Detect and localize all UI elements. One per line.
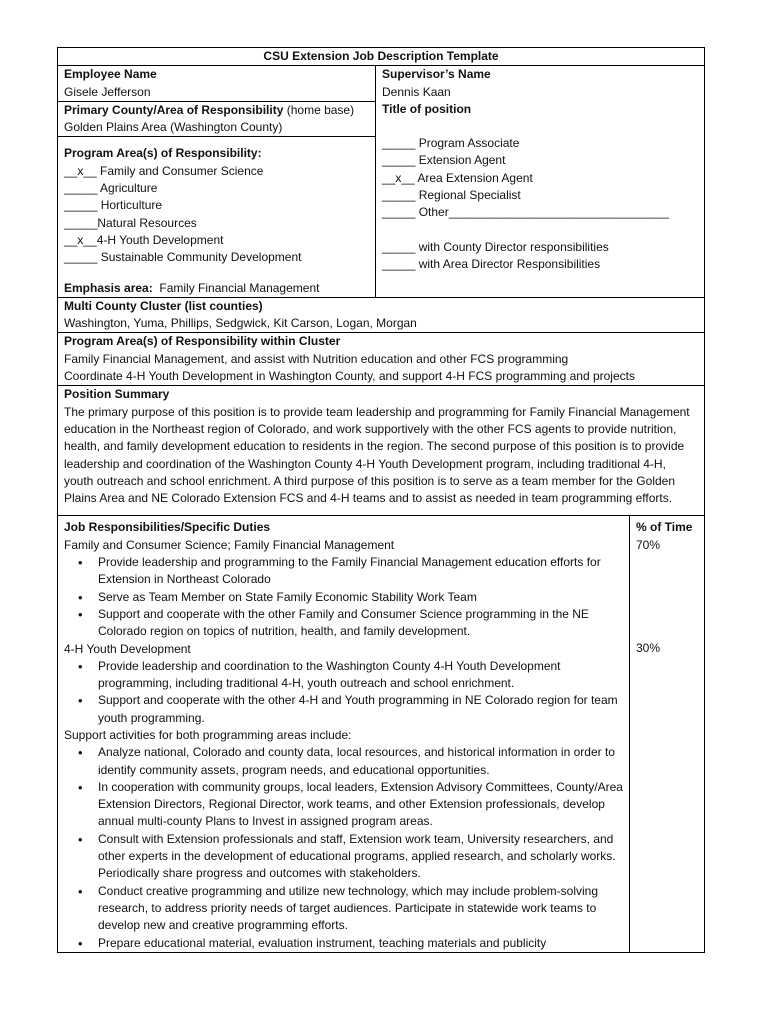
cluster-label: Multi County Cluster (list counties) [64,298,263,313]
duties-main [58,516,630,951]
right-column [376,66,704,297]
primary-county-value: Golden Plains Area (Washington County) [64,120,283,135]
primary-county-section [58,102,375,138]
program-within-cluster-line: Family Financial Management, and assist with Nutrition education and other FCS programming [64,351,569,366]
bullet-list [64,744,623,952]
list-item: • Serve as Team Member on State Family Economic Stability Work Team [64,589,623,606]
duties-section [58,516,704,951]
emphasis-label: Emphasis area: [64,280,153,295]
primary-county-suffix: (home base) [286,102,355,117]
header-block [58,66,704,298]
list-item: • Provide leadership and coordination to the Washington County 4-H Youth Development programming, including traditional 4-H, youth outreach and school enrichment. [64,658,623,693]
bullet-list [64,658,623,727]
list-item: • Analyze national, Colorado and county data, local resources, and historical information in order to identify community assets, program needs, and educational opportunities. [64,744,623,779]
percent-label: % of Time [636,520,693,535]
position-summary-text: The primary purpose of this position is to provide team leadership and programming for Family Financial Management education in the Northeast region of Colorado, and work supportively with the other FCS agents to provide nutrition, health, and family development education to residents in the region. The second purpose of this position is to provide leadership and coordination of the Washington County 4-H Youth Development program, including traditional 4-H, youth outreach and school enrichment. A third purpose of this position is to serve as a team member for the Golden Plains Area and NE Colorado Extension FCS and 4-H teams and to assist as needed in team programming efforts. [64,404,690,506]
list-item: • Support and cooperate with the other Family and Consumer Science programming in the NE Colorado region on topics of nutrition, health, and family development. [64,606,623,641]
position-title-option: _____ Program Associate [382,136,520,151]
program-area-item: _____ Sustainable Community Development [64,250,302,265]
position-title-option: _____ Extension Agent [382,153,506,168]
position-title-label: Title of position [382,101,472,116]
program-area-item: __x__ Family and Consumer Science [64,163,264,178]
position-title-extra: _____ with Area Director Responsibilities [382,256,601,271]
emphasis-value: Family Financial Management [159,280,320,295]
cluster-value: Washington, Yuma, Phillips, Sedgwick, Kit Carson, Logan, Morgan [64,316,417,331]
employee-section [58,66,375,102]
position-title-option: _____ Other_________________________________ [382,205,669,220]
program-within-cluster-label: Program Area(s) of Responsibility within Cluster [64,334,341,349]
bullet-list [64,554,623,640]
position-title-option: __x__ Area Extension Agent [382,170,533,185]
position-title-extra: _____ with County Director responsibilities [382,239,609,254]
section-heading: Support activities for both programming areas include: [64,727,352,742]
supervisor-value: Dennis Kaan [382,84,451,99]
program-area-item: _____Natural Resources [64,215,197,230]
program-area-item: _____ Agriculture [64,181,158,196]
position-summary-label: Position Summary [64,387,170,402]
list-item: • Consult with Extension professionals and staff, Extension work team, University researchers, and other experts in the development of educational programs, applied research, and scholarly works. Periodically share progress and outcomes with stakeholders. [64,831,623,883]
percent-value: 70% [636,537,661,552]
position-summary-section [58,386,704,516]
percent-value: 30% [636,641,661,656]
job-description-form [57,47,705,953]
primary-county-label: Primary County/Area of Responsibility [64,102,284,117]
list-item: • Support and cooperate with the other 4-H and Youth programming in NE Colorado region for team youth programming. [64,692,623,727]
employee-label: Employee Name [64,67,157,82]
list-item: • Provide leadership and programming to the Family Financial Management education efforts for Extension in Northeast Colorado [64,554,623,589]
duties-label: Job Responsibilities/Specific Duties [64,520,271,535]
section-heading: 4-H Youth Development [64,641,191,656]
list-item: • In cooperation with community groups, local leaders, Extension Advisory Committees, County/Area Extension Directors, Regional Director, work teams, and other Extension professionals, develop annual multi-county Plans to Invest in assigned program areas. [64,779,623,831]
program-area-item: _____ Horticulture [64,198,163,213]
position-title-option: _____ Regional Specialist [382,188,521,203]
program-areas-section [58,137,375,296]
list-item: • Conduct creative programming and utilize new technology, which may include problem-solving research, to address priority needs of target audiences. Participate in statewide work teams to develop new and creative programming efforts. [64,883,623,935]
program-areas-label: Program Area(s) of Responsibility: [64,146,262,161]
program-area-item: __x__4-H Youth Development [64,232,224,247]
program-within-cluster-line: Coordinate 4-H Youth Development in Washington County, and support 4-H FCS programming and projects [64,369,635,384]
employee-value: Gisele Jefferson [64,84,151,99]
supervisor-label: Supervisor’s Name [382,67,491,82]
form-title: CSU Extension Job Description Template [58,48,704,66]
list-item: • Prepare educational material, evaluation instrument, teaching materials and publicity [64,935,623,952]
cluster-section [58,298,704,334]
section-heading: Family and Consumer Science; Family Financial Management [64,537,395,552]
left-column [58,66,376,297]
percent-column [630,516,704,951]
program-within-cluster-section [58,333,704,386]
